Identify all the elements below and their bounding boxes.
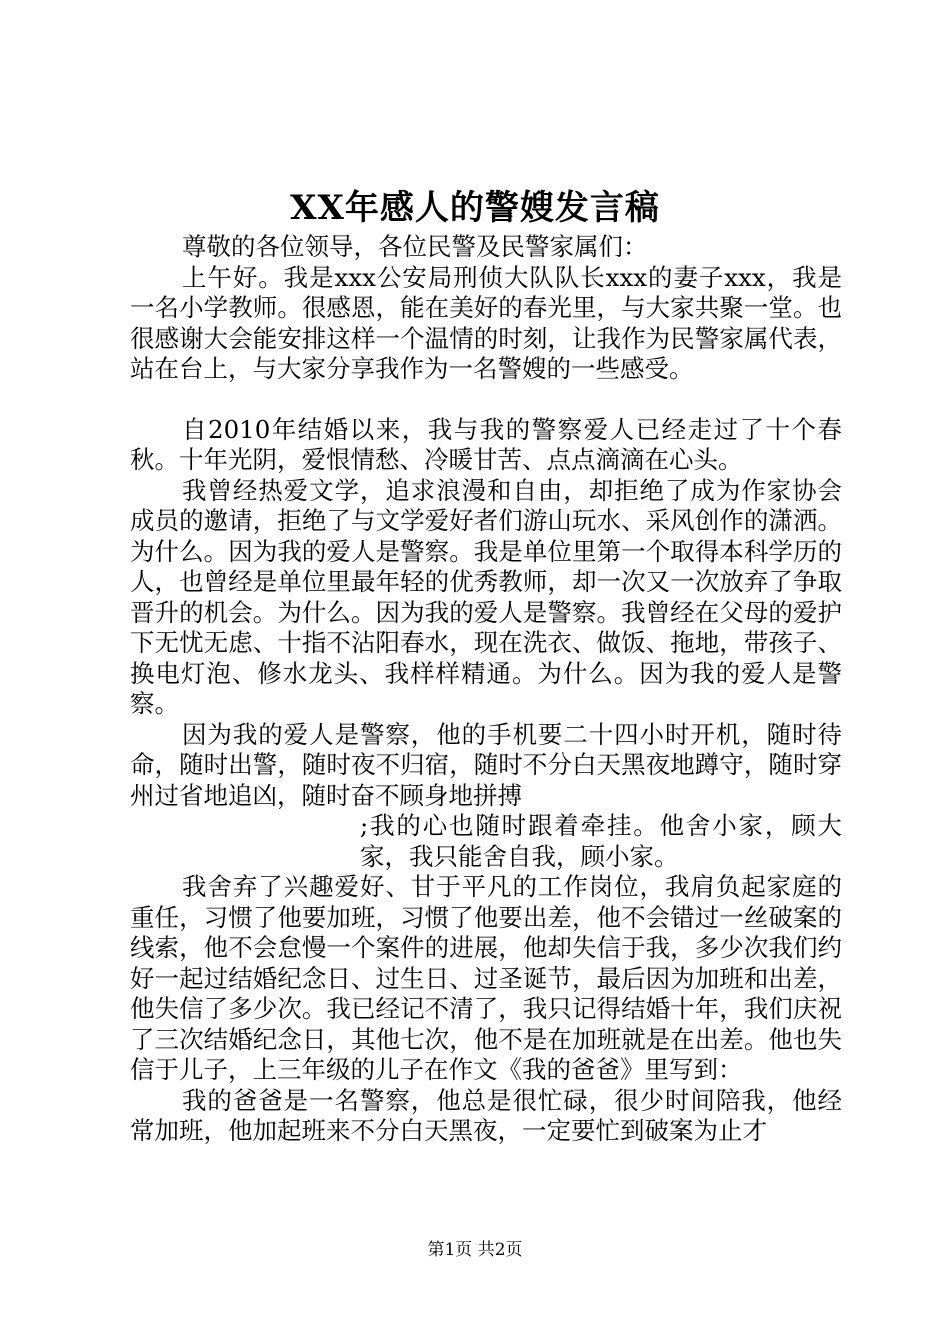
son-essay-paragraph: 我的爸爸是一名警察，他总是很忙碌，很少时间陪我，他经常加班，他加起班来不分白天黑夜，一定要忙到破案为止才 [130,1085,842,1145]
page-number-footer: 第1页 共2页 [427,1240,523,1260]
document-body [130,232,842,1147]
document-title: XX年感人的警嫂发言稿 [290,188,660,228]
salutation-paragraph: 尊敬的各位领导，各位民警及民警家属们： [182,232,648,261]
on-call-paragraph: 因为我的爱人是警察，他的手机要二十四小时开机，随时待命，随时出警，随时夜不归宿，随时不分白天黑夜地蹲守，随时穿州过省地追凶，随时奋不顾身地拼搏 [130,719,842,810]
family-burden-paragraph: 我舍弃了兴趣爱好、甘于平凡的工作岗位，我肩负起家庭的重任，习惯了他要加班，习惯了他要出差，他不会错过一丝破案的线索，他不会怠慢一个案件的进展，他却失信于我，多少次我们约好一起过结婚纪念日、过生日、过圣诞节，最后因为加班和出差，他失信了多少次。我已经记不清了，我只记得结婚十年，我们庆祝了三次结婚纪念日，其他七次，他不是在加班就是在出差。他也失信于儿子，上三年级的儿子在作文《我的爸爸》里写到： [130,872,842,1084]
on-call-paragraph-continued: ;我的心也随时跟着牵挂。他舍小家，顾大家，我只能舍自我，顾小家。 [360,811,842,871]
sacrifice-paragraph: 我曾经热爱文学，追求浪漫和自由，却拒绝了成为作家协会成员的邀请，拒绝了与文学爱好者们游山玩水、采风创作的潇洒。为什么。因为我的爱人是警察。我是单位里第一个取得本科学历的人，也曾经是单位里最年轻的优秀教师，却一次又一次放弃了争取晋升的机会。为什么。因为我的爱人是警察。我曾经在父母的爱护下无忧无虑、十指不沾阳春水，现在洗衣、做饭、拖地，带孩子、换电灯泡、修水龙头、我样样精通。为什么。因为我的爱人是警察。 [130,475,842,718]
intro-paragraph: 上午好。我是xxx公安局刑侦大队队长xxx的妻子xxx，我是一名小学教师。很感恩，能在美好的春光里，与大家共聚一堂。也很感谢大会能安排这样一个温情的时刻，让我作为民警家属代表，站在台上，与大家分享我作为一名警嫂的一些感受。 [130,262,842,383]
marriage-paragraph: 自2010年结婚以来，我与我的警察爱人已经走过了十个春秋。十年光阴，爱恨情愁、冷暖甘苦、点点滴滴在心头。 [130,414,842,474]
